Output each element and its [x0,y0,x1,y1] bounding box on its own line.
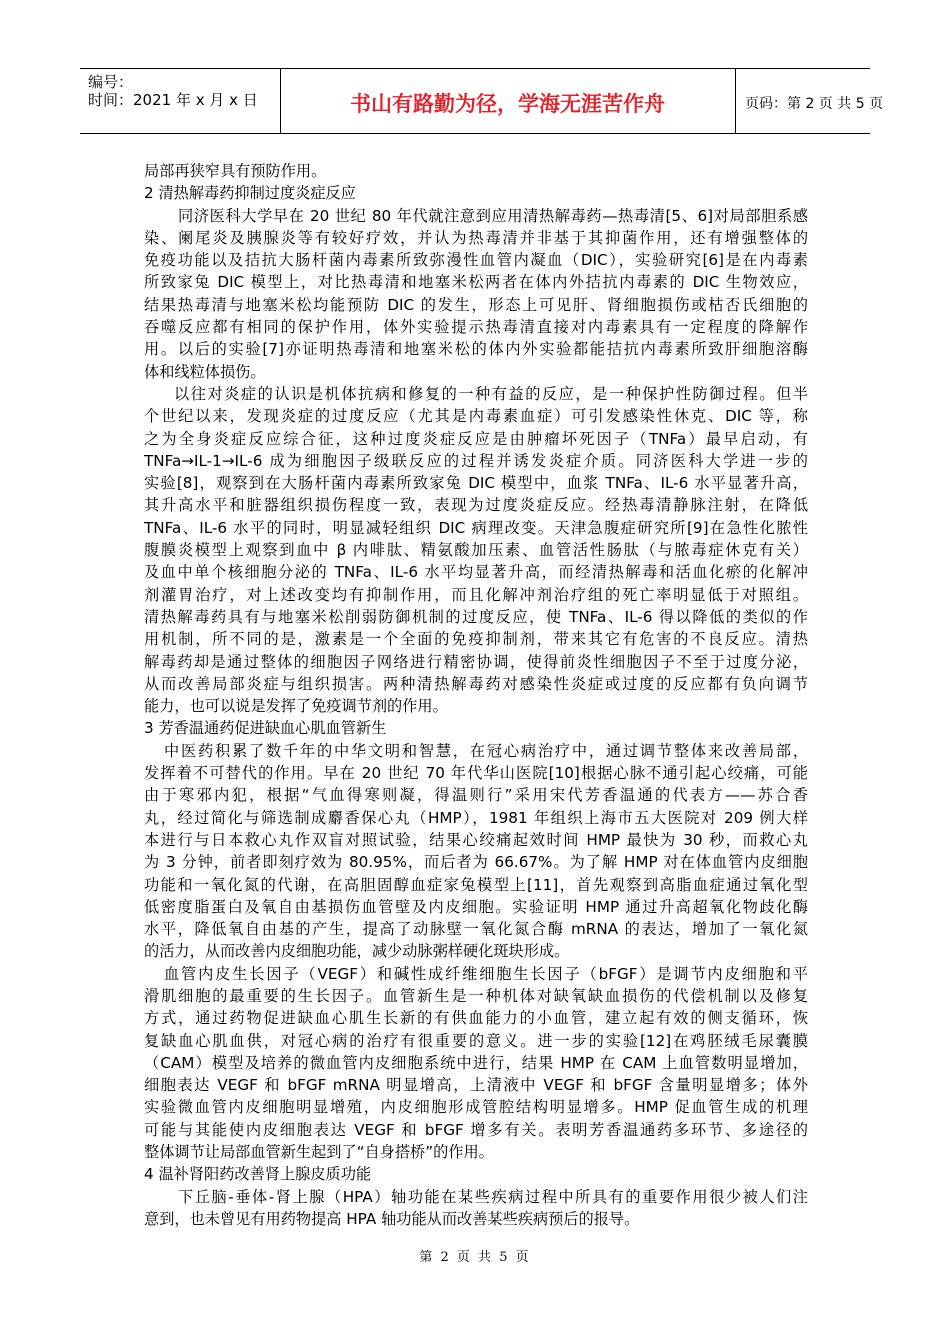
text-line: 吞噬反应都有相同的保护作用，体外实验提示热毒清直接对内毒素具有一定程度的降解作 [144,318,808,337]
text-line: 血管内皮生长因子（VEGF）和碱性成纤维细胞生长因子（bFGF）是调节内皮细胞和平 [164,964,808,983]
text-line: 染、阑尾炎及胰腺炎等有较好疗效，并认为热毒清并非基于其抑菌作用，还有增强整体的 [144,228,808,247]
text-line: 同济医科大学早在 20 世纪 80 年代就注意到应用清热解毒药—热毒清[5、6]对局部胆系感 [178,206,808,225]
body-text [144,160,808,1230]
number-label: 编号： [88,73,134,91]
text-line: 用机制，所不同的是，激素是一个全面的免疫抑制剂，带来其它有危害的不良反应。清热 [144,630,808,649]
text-line: 功能和一氧化氮的代谢，在高胆固醇血症家兔模型上[11]，首先观察到高脂血症通过氧化型 [144,875,808,894]
text-line: 细胞表达 VEGF 和 bFGF mRNA 明显增高，上清液中 VEGF 和 bFGF 含量明显增多；体外 [144,1076,808,1095]
motto: 书山有路勤为径，学海无涯苦作舟 [350,91,665,116]
text-line: 本进行与日本救心丸作双盲对照试验，结果心绞痛起效时间 HMP 最快为 30 秒，而救心丸 [144,830,808,849]
text-line: 从而改善局部炎症与组织损害。两种清热解毒药对感染性炎症或过度的反应都有负向调节 [144,674,808,693]
text-line: 低密度脂蛋白及氧自由基损伤血管壁及内皮细胞。实验证明 HMP 通过升高超氧化物歧化酶 [144,897,808,916]
text-line: 结果热毒清与地塞米松均能预防 DIC 的发生，形态上可见肝、肾细胞损伤或枯否氏细胞的 [144,295,808,314]
text-line: TNFa→IL-1→IL-6 成为细胞因子级联反应的过程并诱发炎症介质。同济医科大学进一步的 [144,451,808,470]
text-line: 及血中单个核细胞分泌的 TNFa、IL-6 水平均显著升高，而经清热解毒和活血化瘀的化解冲 [144,563,808,582]
text-line: 所致家兔 DIC 模型上，对比热毒清和地塞米松两者在体内外拮抗内毒素的 DIC 生物效应， [144,273,808,292]
text-line: 由于寒邪内犯，根据“气血得寒则凝，得温则行”采用宋代芳香温通的代表方——苏合香 [144,786,808,805]
text-line: 水平，降低氧自由基的产生，提高了动脉壁一氧化氮合酶 mRNA 的表达，增加了一氧化氮 [144,920,808,939]
page-label: 页码：第 2 页 共 5 页 [745,96,884,112]
text-line: 实验微血管内皮细胞明显增殖，内皮细胞形成管腔结构明显增多。HMP 促血管生成的机理 [144,1098,808,1117]
section-heading: 3 芳香温通药促进缺血心肌血管新生 [144,719,387,738]
text-line: 方式，通过药物促进缺血心肌生长新的有供血能力的小血管，建立起有效的侧支循环，恢 [144,1009,808,1028]
text-line: 意到，也未曾见有用药物提高 HPA 轴功能从而改善某些疾病预后的报导。 [144,1209,640,1228]
text-line: 整体调节让局部血管新生起到了“自身搭桥”的作用。 [144,1143,494,1162]
header-middle-cell [280,69,736,133]
time-label: 时间：2021 年 x 月 x 日 [88,91,258,109]
text-line: 体和线粒体损伤。 [144,362,266,381]
text-line: 的活力，从而改善内皮细胞功能，减少动脉粥样硬化斑块形成。 [144,942,570,961]
text-line: 为 3 分钟，前者即刻疗效为 80.95%，而后者为 66.67%。为了解 HMP 对在体血管内皮细胞 [144,853,808,872]
header-left-cell [80,69,281,133]
text-line: 滑肌细胞的最重要的生长因子。血管新生是一种机体对缺氧缺血损伤的代偿机制以及修复 [144,986,808,1005]
text-line: 丸，经过简化与筛选制成麝香保心丸（HMP），1981 年组织上海市五大医院对 209 例大样 [144,808,808,827]
section-heading: 4 温补肾阳药改善肾上腺皮质功能 [144,1165,372,1184]
text-line: 可能与其能使内皮细胞表达 VEGF 和 bFGF 增多有关。表明芳香温通药多环节、多途径的 [144,1120,808,1139]
text-line: 个世纪以来，发现炎症的过度反应（尤其是内毒素血症）可引发感染性休克、DIC 等，称 [144,407,808,426]
text-line: 剂灌胃治疗，对上述改变均有抑制作用，而且化解冲剂治疗组的死亡率明显低于对照组。 [144,585,808,604]
text-line: 中医药积累了数千年的中华文明和智慧，在冠心病治疗中，通过调节整体来改善局部， [164,741,808,760]
text-line: TNFa、IL-6 水平的同时，明显减轻组织 DIC 病理改变。天津急腹症研究所[9]在急性化脓性 [144,518,808,537]
text-line: 发挥着不可替代的作用。早在 20 世纪 70 年代华山医院[10]根据心脉不通引起心绞痛，可能 [144,764,808,783]
text-line: 复缺血心肌血供，对冠心病的治疗有很重要的意义。进一步的实验[12]在鸡胚绒毛尿囊膜 [144,1031,808,1050]
header-right-cell [735,69,884,133]
section-heading: 2 清热解毒药抑制过度炎症反应 [144,184,356,203]
text-line: 以往对炎症的认识是机体抗病和修复的一种有益的反应，是一种保护性防御过程。但半 [174,384,808,403]
text-line: 下丘脑-垂体-肾上腺（HPA）轴功能在某些疾病过程中所具有的重要作用很少被人们注 [178,1187,808,1206]
text-line: 其升高水平和脏器组织损伤程度一致，表现为过度炎症反应。经热毒清静脉注射，在降低 [144,496,808,515]
header-table [80,68,884,134]
text-line: 之为全身炎症反应综合征，这种过度炎症反应是由肿瘤坏死因子（TNFa）最早启动，有 [144,429,808,448]
text-line: 实验[8]，观察到在大肠杆菌内毒素所致家兔 DIC 模型中，血浆 TNFa、IL-6 水平显著升高， [144,474,808,493]
text-line: 能力，也可以说是发挥了免疫调节剂的作用。 [144,697,448,716]
page-footer: 第 2 页 共 5 页 [419,1250,531,1265]
text-line: 局部再狭窄具有预防作用。 [144,162,327,180]
text-line: 免疫功能以及拮抗大肠杆菌内毒素所致弥漫性血管内凝血（DIC），实验研究[6]是在内毒素 [144,251,808,270]
text-line: 用。以后的实验[7]亦证明热毒清和地塞米松的体内外实验都能拮抗内毒素所致肝细胞溶酶 [144,340,808,359]
text-line: 腹膜炎模型上观察到血中 β 内啡肽、精氨酸加压素、血管活性肠肽（与脓毒症休克有关） [144,541,808,560]
text-line: 解毒药却是通过整体的细胞因子网络进行精密协调，使得前炎性细胞因子不至于过度分泌， [144,652,808,671]
text-line: （CAM）模型及培养的微血管内皮细胞系统中进行，结果 HMP 在 CAM 上血管数明显增加， [144,1053,808,1072]
text-line: 清热解毒药具有与地塞米松削弱防御机制的过度反应，使 TNFa、IL-6 得以降低的类似的作 [144,607,808,626]
